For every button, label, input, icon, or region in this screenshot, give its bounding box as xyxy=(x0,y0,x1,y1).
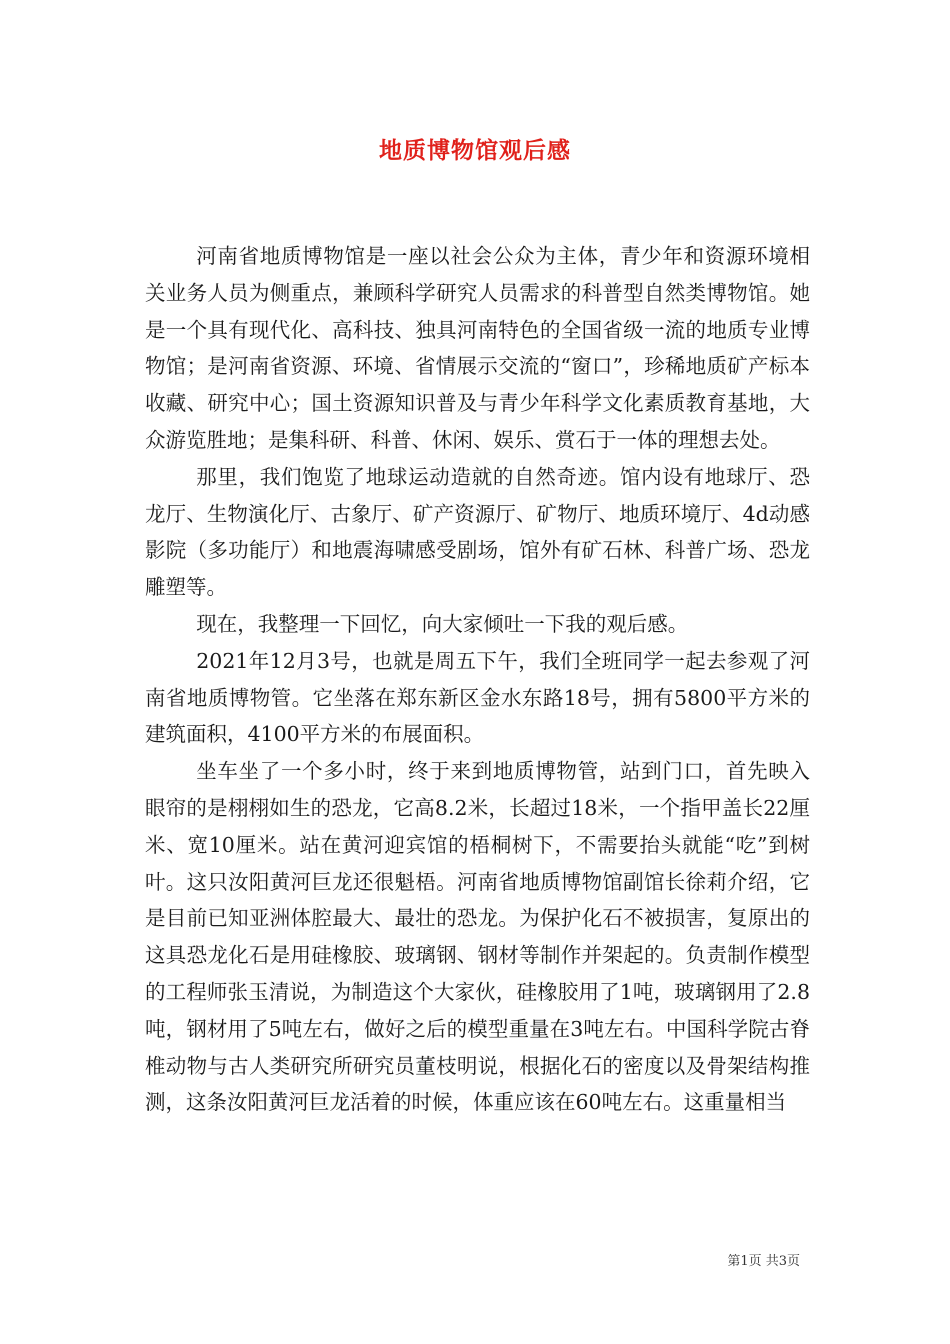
page-number-footer: 第1页 共3页 xyxy=(727,1254,800,1269)
paragraph-5: 坐车坐了一个多小时，终于来到地质博物管，站到门口，首先映入眼帘的是栩栩如生的恐龙，它高8.2米，长超过18米，一个指甲盖长22厘米、宽10厘米。站在黄河迎宾馆的梧桐树下，不需要抬头就能“吃”到树叶。这只汝阳黄河巨龙还很魁梧。河南省地质博物馆副馆长徐莉介绍，它是目前已知亚洲体腔最大、最壮的恐龙。为保护化石不被损害，复原出的这具恐龙化石是用硅橡胶、玻璃钢、钢材等制作并架起的。负责制作模型的工程师张玉清说，为制造这个大家伙，硅橡胶用了1吨，玻璃钢用了2.8吨，钢材用了5吨左右，做好之后的模型重量在3吨左右。中国科学院古脊椎动物与古人类研究所研究员董枝明说，根据化石的密度以及骨架结构推测，这条汝阳黄河巨龙活着的时候，体重应该在60吨左右。这重量相当 xyxy=(145,759,810,1115)
paragraph-2: 那里，我们饱览了地球运动造就的自然奇迹。馆内设有地球厅、恐龙厅、生物演化厅、古象厅、矿产资源厅、矿物厅、地质环境厅、4d动感影院（多功能厅）和地震海啸感受剧场，馆外有矿石林、科普广场、恐龙雕塑等。 xyxy=(145,464,810,600)
document-body xyxy=(145,238,810,1121)
paragraph-3: 现在，我整理一下回忆，向大家倾吐一下我的观后感。 xyxy=(196,611,689,636)
paragraph-1: 河南省地质博物馆是一座以社会公众为主体，青少年和资源环境相关业务人员为侧重点，兼顾科学研究人员需求的科普型自然类博物馆。她是一个具有现代化、高科技、独具河南特色的全国省级一流的地质专业博物馆；是河南省资源、环境、省情展示交流的“窗口”，珍稀地质矿产标本收藏、研究中心；国土资源知识普及与青少年科学文化素质教育基地，大众游览胜地；是集科研、科普、休闲、娱乐、赏石于一体的理想去处。 xyxy=(145,244,810,452)
paragraph-4: 2021年12月3号，也就是周五下午，我们全班同学一起去参观了河南省地质博物管。它坐落在郑东新区金水东路18号，拥有5800平方米的建筑面积，4100平方米的布展面积。 xyxy=(145,648,810,747)
document-title: 地质博物馆观后感 xyxy=(379,137,571,164)
